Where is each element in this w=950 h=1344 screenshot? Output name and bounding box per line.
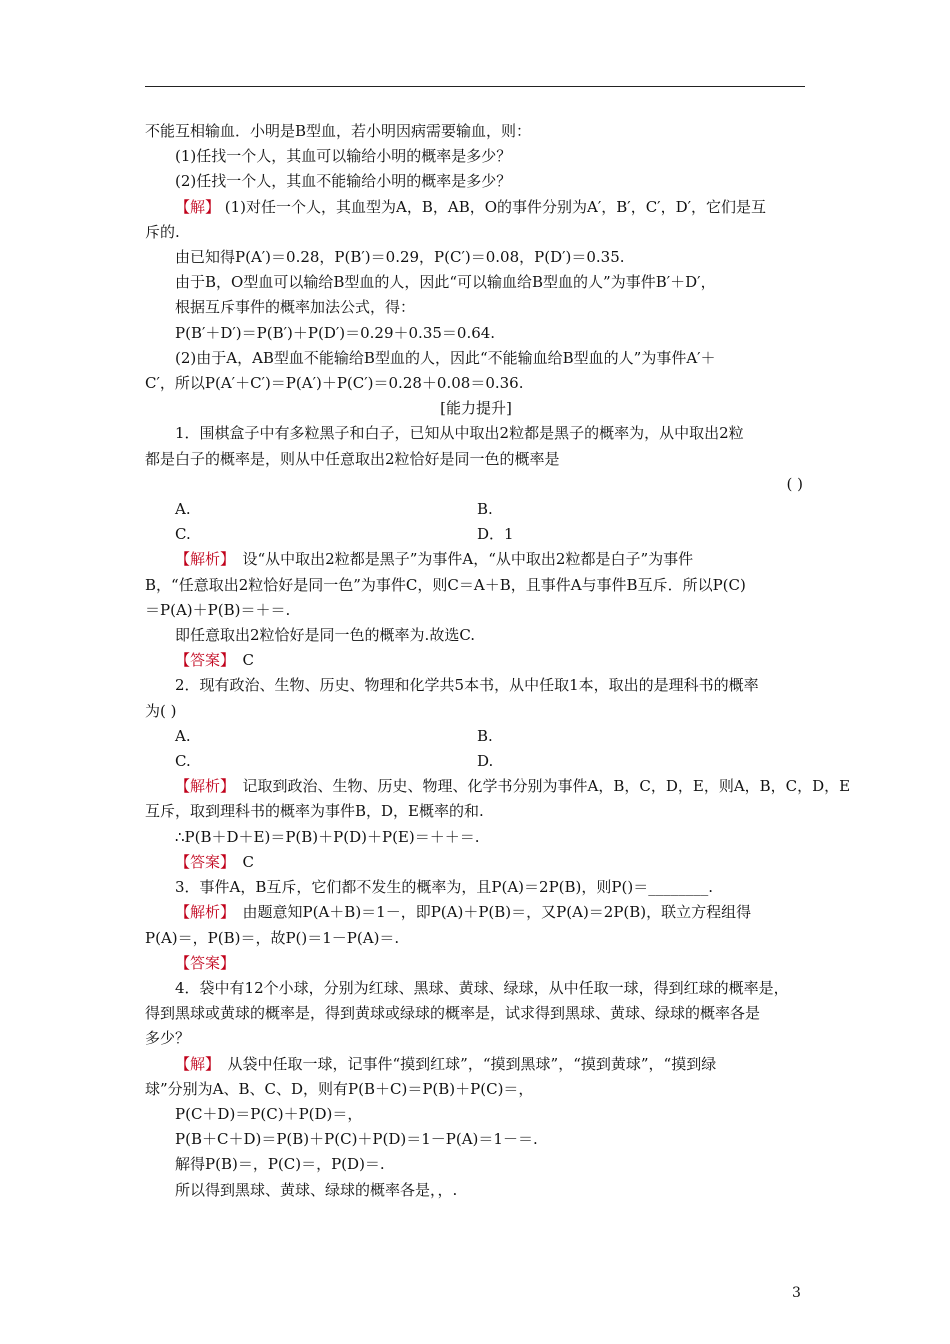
section-heading: [能力提升] bbox=[440, 399, 512, 418]
option-d: D．1 bbox=[477, 525, 514, 544]
option-row bbox=[145, 749, 807, 774]
text-line: ＝P(A)＋P(B)＝＋＝. bbox=[145, 600, 291, 619]
text-line: P(C＋D)＝P(C)＋P(D)＝， bbox=[175, 1104, 363, 1123]
option-c: C. bbox=[175, 525, 191, 544]
page-number: 3 bbox=[792, 1285, 801, 1301]
text-line: 【解析】 记取到政治、生物、历史、物理、化学书分别为事件A，B，C，D，E，则A，B，C，D，E bbox=[175, 777, 851, 796]
text-line: 【答案】 C bbox=[175, 852, 254, 871]
text-line: (2)任找一个人，其血不能输给小明的概率是多少？ bbox=[175, 172, 512, 191]
document-body bbox=[145, 119, 851, 1203]
answer-tag: 【答案】 bbox=[175, 651, 228, 670]
text-line: 都是白子的概率是，则从中任意取出2粒恰好是同一色的概率是 bbox=[145, 449, 560, 468]
text-line: (1)任找一个人，其血可以输给小明的概率是多少？ bbox=[175, 147, 512, 166]
text-line: 即任意取出2粒恰好是同一色的概率为.故选C. bbox=[175, 626, 476, 645]
text-line: P(B′＋D′)＝P(B′)＋P(D′)＝0.29＋0.35＝0.64. bbox=[175, 323, 496, 342]
option-row bbox=[145, 497, 807, 522]
text-line: 多少？ bbox=[145, 1029, 191, 1048]
text-line: (2)由于A，AB型血不能输给B型血的人，因此“不能输血给B型血的人”为事件A′＋ bbox=[175, 348, 716, 367]
text-line: 3．事件A，B互斥，它们都不发生的概率为，且P(A)＝2P(B)，则P()＝________. bbox=[175, 878, 713, 897]
text-line: 球”分别为A、B、C、D，则有P(B＋C)＝P(B)＋P(C)＝， bbox=[145, 1079, 534, 1098]
answer-bracket: ( ) bbox=[786, 474, 803, 493]
text-line: 为( ) bbox=[145, 701, 177, 720]
analysis-tag: 【解析】 bbox=[175, 550, 228, 569]
text-line: 【解析】 由题意知P(A＋B)＝1－，即P(A)＋P(B)＝，又P(A)＝2P(B)，联立方程组得 bbox=[175, 903, 752, 922]
option-d: D. bbox=[477, 752, 494, 771]
analysis-tag: 【解析】 bbox=[175, 903, 228, 922]
answer-tag: 【答案】 bbox=[175, 953, 236, 972]
text-line: 【答案】 C bbox=[175, 651, 254, 670]
text-line: 2．现有政治、生物、历史、物理和化学共5本书，从中任取1本，取出的是理科书的概率 bbox=[175, 676, 759, 695]
text-line: P(A)＝，P(B)＝，故P()＝1－P(A)＝. bbox=[145, 928, 400, 947]
text-line: 【解析】 设“从中取出2粒都是黑子”为事件A，“从中取出2粒都是白子”为事件 bbox=[175, 550, 694, 569]
text-line: C′，所以P(A′＋C′)＝P(A′)＋P(C′)＝0.28＋0.08＝0.36. bbox=[145, 374, 524, 393]
text-line: 根据互斥事件的概率加法公式，得： bbox=[175, 298, 416, 317]
option-a: A. bbox=[175, 500, 191, 519]
text-line: 【解】 (1)对任一个人，其血型为A，B，AB，O的事件分别为A′，B′，C′，D′，它们是互 bbox=[175, 197, 767, 216]
option-a: A. bbox=[175, 726, 191, 745]
text-line bbox=[145, 951, 807, 976]
header-rule bbox=[145, 86, 805, 87]
text-line: 解得P(B)＝，P(C)＝，P(D)＝. bbox=[175, 1155, 385, 1174]
text-line: 1．围棋盒子中有多粒黑子和白子，已知从中取出2粒都是黑子的概率为，从中取出2粒 bbox=[175, 424, 744, 443]
option-b: B. bbox=[477, 726, 493, 745]
text-line: 由于B，O型血可以输给B型血的人，因此“可以输血给B型血的人”为事件B′＋D′， bbox=[175, 273, 716, 292]
text-line: 【解】 从袋中任取一球，记事件“摸到红球”，“摸到黑球”，“摸到黄球”，“摸到绿 bbox=[175, 1054, 717, 1073]
text-line: 不能互相输血．小明是B型血，若小明因病需要输血，则： bbox=[145, 122, 532, 140]
text-line: P(B＋C＋D)＝P(B)＋P(C)＋P(D)＝1－P(A)＝1－＝. bbox=[175, 1130, 538, 1149]
text-line: ∴P(B＋D＋E)＝P(B)＋P(D)＋P(E)＝＋＋＝. bbox=[175, 827, 480, 846]
text-line: 斥的. bbox=[145, 222, 180, 241]
text-line: 4．袋中有12个小球，分别为红球、黑球、黄球、绿球，从中任取一球，得到红球的概率是， bbox=[175, 978, 789, 997]
text-line: B，“任意取出2粒恰好是同一色”为事件C，则C＝A＋B，且事件A与事件B互斥．所以P(C) bbox=[145, 575, 746, 594]
option-row bbox=[145, 522, 807, 547]
text-line: 互斥，取到理科书的概率为事件B，D，E概率的和. bbox=[145, 802, 484, 821]
text-line: 所以得到黑球、黄球、绿球的概率各是，，. bbox=[175, 1180, 458, 1199]
solution-tag: 【解】 bbox=[175, 1054, 213, 1073]
text-line: 由已知得P(A′)＝0.28，P(B′)＝0.29，P(C′)＝0.08，P(D′)＝0.35. bbox=[175, 248, 625, 267]
solution-tag: 【解】 bbox=[175, 197, 221, 216]
option-row bbox=[145, 724, 807, 749]
option-c: C. bbox=[175, 752, 191, 771]
text-line: 得到黑球或黄球的概率是，得到黄球或绿球的概率是，试求得到黑球、黄球、绿球的概率各是 bbox=[145, 1004, 761, 1023]
option-b: B. bbox=[477, 500, 493, 519]
answer-tag: 【答案】 bbox=[175, 852, 228, 871]
analysis-tag: 【解析】 bbox=[175, 777, 228, 796]
